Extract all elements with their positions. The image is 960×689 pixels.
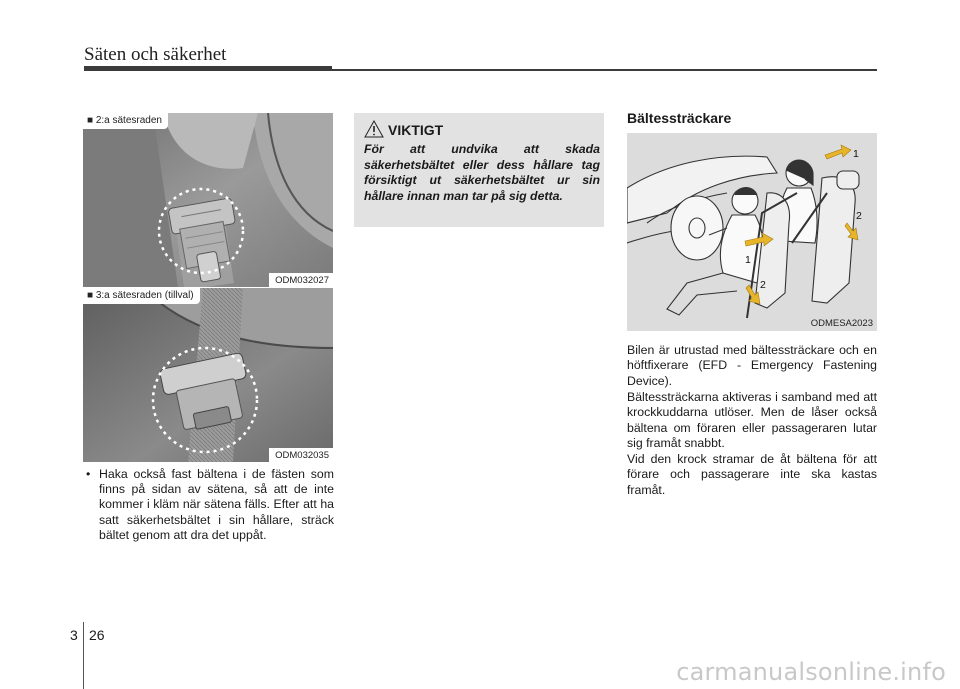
warning-triangle-icon bbox=[364, 120, 384, 138]
callout-label: 1 bbox=[853, 148, 859, 160]
section-header-title: Säten och säkerhet bbox=[84, 44, 227, 65]
body-paragraph-1: Bilen är utrustad med bältessträckare och en höftfixerare (EFD - Emergency Fastening Device). bbox=[627, 343, 877, 388]
body-paragraph-3: Vid den krock stramar de åt bältena för att förare och passagerare inte ska kastas framåt. bbox=[627, 452, 877, 497]
bullet-paragraph bbox=[86, 467, 334, 543]
body-paragraph-2: Bältessträckarna aktiveras i samband med att krockkuddarna utlöser. Men de låser också bältena om föraren eller passageraren lutar sig framåt snabbt. bbox=[627, 390, 877, 450]
belt-buckle-photo-2 bbox=[83, 288, 333, 462]
callout-label: 2 bbox=[856, 210, 862, 222]
footer-divider bbox=[83, 622, 84, 689]
callout-label: 2 bbox=[760, 279, 766, 291]
figure-label: ■ 2:a sätesraden bbox=[83, 113, 168, 129]
figure-label: ■ 3:a sätesraden (tillval) bbox=[83, 288, 200, 304]
header-rule-thick bbox=[84, 66, 332, 71]
chapter-number: 3 bbox=[70, 627, 78, 643]
warning-title: VIKTIGT bbox=[388, 122, 444, 138]
illustration-code: ODMESA2023 bbox=[810, 318, 873, 329]
car-interior-drawing bbox=[627, 133, 877, 331]
bullet-text: Haka också fast bältena i de fästen som finns på sidan av sätena, så att de inte kommer i kläm när sätena fälls. Efter att ha satt säkerhetsbältet i sin hållare, sträck bältet genom att dra det uppåt. bbox=[99, 467, 334, 542]
figure-third-row-buckle bbox=[83, 288, 333, 462]
warning-box bbox=[354, 113, 604, 227]
watermark-text: carmanualsonline.info bbox=[676, 658, 946, 686]
bullet-symbol: • bbox=[86, 467, 91, 481]
belt-buckle-photo-1 bbox=[83, 113, 333, 287]
figure-code: ODM032027 bbox=[269, 273, 333, 287]
header-rule-thin bbox=[332, 69, 877, 71]
pretensioner-illustration bbox=[627, 133, 877, 331]
figure-second-row-buckle bbox=[83, 113, 333, 287]
page-number: 26 bbox=[89, 627, 105, 643]
warning-text: För att undvika att skada säkerhetsbältet eller dess hållare tag försiktigt ut säkerhetsbältet ur sin hållare innan man tar på sig detta. bbox=[364, 142, 600, 203]
callout-label: 1 bbox=[745, 254, 751, 266]
section-title: Bältessträckare bbox=[627, 110, 732, 126]
figure-code: ODM032035 bbox=[269, 448, 333, 462]
